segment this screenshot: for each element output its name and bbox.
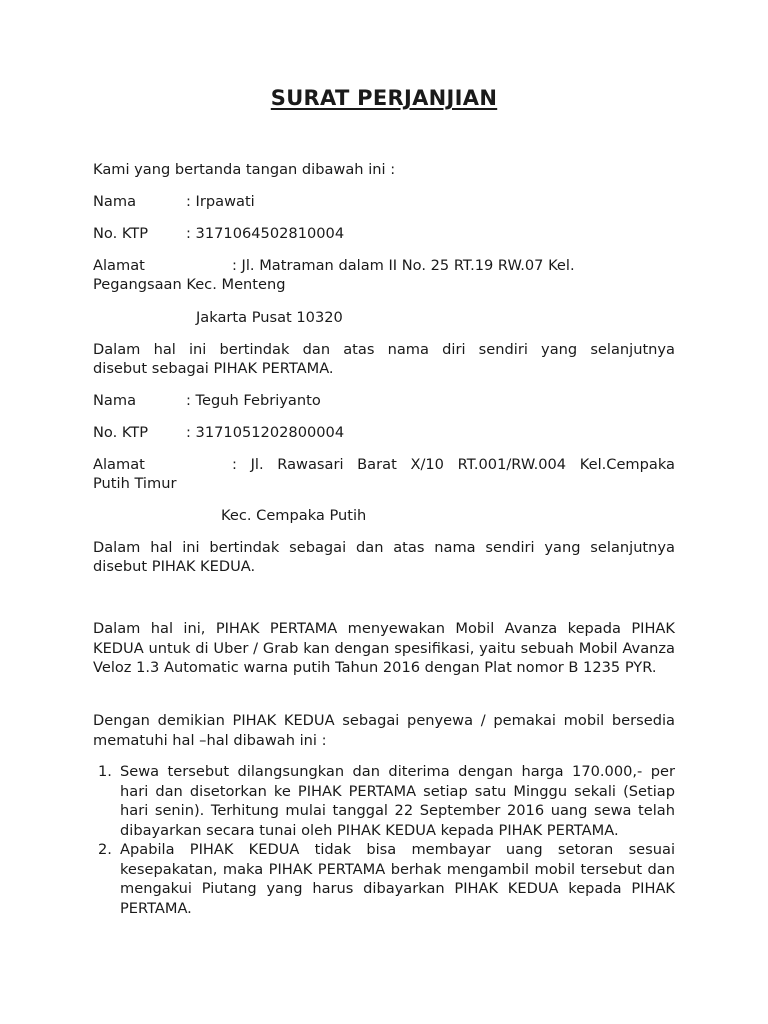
- party2-name-label: Nama: [93, 392, 137, 409]
- party1-ktp-value: : 3171064502810004: [186, 225, 345, 242]
- party2-designation-line1: Dalam hal ini bertindak sebagai dan atas nama sendiri yang selanjutnya: [93, 539, 675, 556]
- party1-name-label: Nama: [93, 193, 137, 210]
- party1-address-line2: Pegangsaan Kec. Menteng: [93, 276, 286, 293]
- document-title: SURAT PERJANJIAN: [270, 86, 498, 110]
- party1-address-city: Jakarta Pusat 10320: [196, 309, 343, 326]
- party2-address-label: Alamat: [93, 456, 145, 473]
- terms-list-item: [93, 762, 675, 840]
- party2-ktp-value: : 3171051202800004: [186, 424, 345, 441]
- party1-name-value: : Irpawati: [186, 193, 255, 210]
- terms-item-text: Sewa tersebut dilangsungkan dan diterima dengan harga 170.000,- per hari dan disetorkan ke PIHAK PERTAMA setiap satu Minggu sekali (Setiap hari senin). Terhitung mulai tanggal 22 September 2016 uang sewa telah dibayarkan secara tunai oleh PIHAK KEDUA kepada PIHAK PERTAMA.: [120, 763, 675, 839]
- terms-intro: Dengan demikian PIHAK KEDUA sebagai penyewa / pemakai mobil bersedia mematuhi hal –hal dibawah ini :: [93, 712, 675, 749]
- party1-designation-line1: Dalam hal ini bertindak dan atas nama diri sendiri yang selanjutnya: [93, 341, 675, 358]
- intro-text: Kami yang bertanda tangan dibawah ini :: [93, 161, 396, 178]
- party2-designation-line2: disebut PIHAK KEDUA.: [93, 558, 256, 575]
- terms-item-number: 2.: [98, 841, 112, 858]
- party1-address-line1: : Jl. Matraman dalam II No. 25 RT.19 RW.07 Kel.: [232, 257, 575, 274]
- party2-address-district: Kec. Cempaka Putih: [221, 507, 367, 524]
- party2-ktp-label: No. KTP: [93, 424, 149, 441]
- party2-address-line2: Putih Timur: [93, 475, 177, 492]
- terms-item-text: Apabila PIHAK KEDUA tidak bisa membayar uang setoran sesuai kesepakatan, maka PIHAK PERTAMA berhak mengambil mobil tersebut dan mengakui Piutang yang harus dibayarkan PIHAK KEDUA kepada PIHAK PERTAMA.: [120, 841, 675, 917]
- party2-address-line1: : Jl. Rawasari Barat X/10 RT.001/RW.004 Kel.Cempaka: [232, 456, 675, 473]
- party2-name-value: : Teguh Febriyanto: [186, 392, 321, 409]
- party1-ktp-label: No. KTP: [93, 225, 149, 242]
- party1-address-label: Alamat: [93, 257, 145, 274]
- terms-list-item: [93, 840, 675, 918]
- terms-item-number: 1.: [98, 763, 112, 780]
- rental-paragraph: Dalam hal ini, PIHAK PERTAMA menyewakan Mobil Avanza kepada PIHAK KEDUA untuk di Uber / Grab kan dengan spesifikasi, yaitu sebuah Mobil Avanza Veloz 1.3 Automatic warna putih Tahun 2016 dengan Plat nomor B 1235 PYR.: [93, 620, 675, 676]
- terms-list: [93, 762, 675, 918]
- party1-designation-line2: disebut sebagai PIHAK PERTAMA.: [93, 360, 334, 377]
